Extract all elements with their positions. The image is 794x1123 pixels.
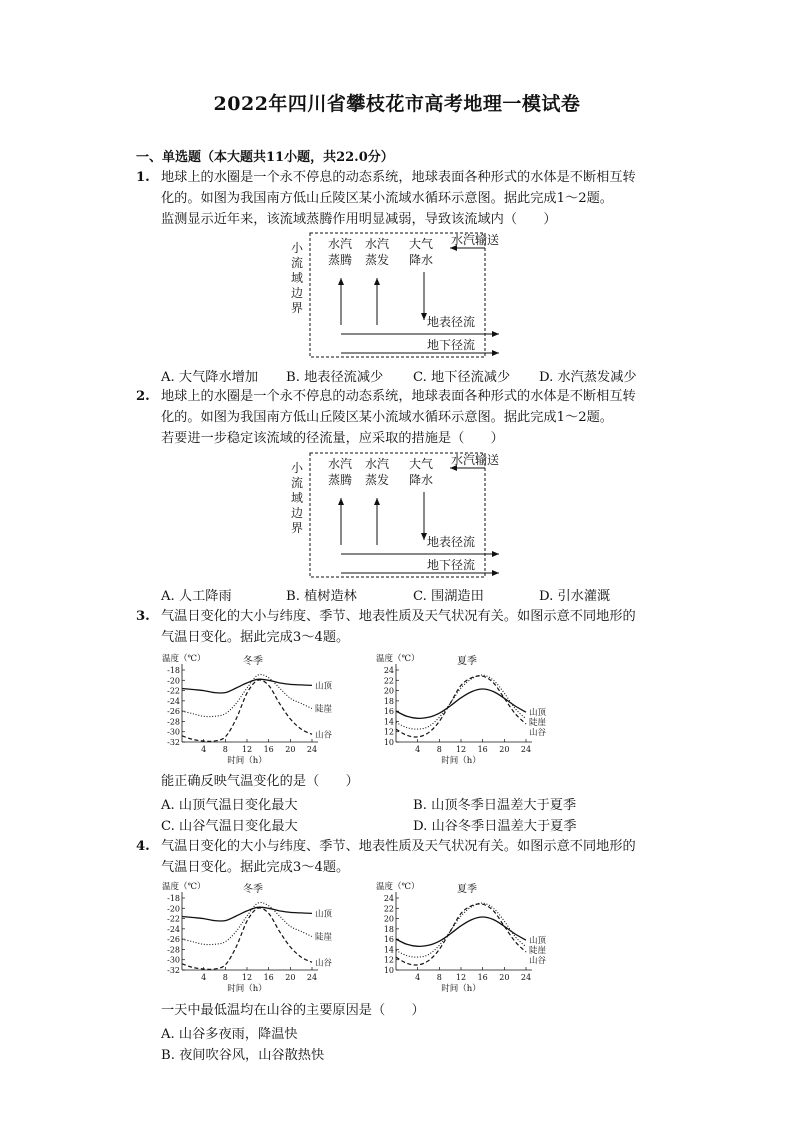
y-tick-label: -22 xyxy=(167,686,180,696)
boundary-char: 小 xyxy=(291,241,304,255)
x-tick-label: 20 xyxy=(285,973,296,982)
x-tick-label: 8 xyxy=(436,745,442,754)
question-text-line: 气温日变化。据此完成3～4题。 xyxy=(161,630,350,645)
boundary-char: 界 xyxy=(291,521,304,535)
chart-title: 夏季 xyxy=(457,656,477,667)
series-line xyxy=(396,675,526,729)
label-vapor-2: 水汽 xyxy=(365,237,390,251)
y-tick-label: 10 xyxy=(383,966,394,975)
question-text-line: 气温日变化的大小与纬度、季节、地表性质及天气状况有关。如图示意不同地形的 xyxy=(161,839,636,854)
x-tick-label: 8 xyxy=(222,973,228,982)
label-atmosphere: 大气 xyxy=(409,237,434,251)
y-tick-label: 12 xyxy=(383,727,394,737)
y-tick-label: -30 xyxy=(167,955,180,965)
x-axis-label: 时间（h） xyxy=(441,756,481,766)
option-d[interactable]: D. 水汽蒸发减少 xyxy=(539,370,637,385)
y-tick-label: -18 xyxy=(167,894,180,903)
series-line xyxy=(182,679,312,693)
y-tick-label: 16 xyxy=(383,935,394,945)
y-tick-label: -20 xyxy=(167,676,180,686)
question-text-line: 化的。如图为我国南方低山丘陵区某小流域水循环示意图。据此完成1～2题。 xyxy=(161,410,613,425)
label-ground-runoff: 地下径流 xyxy=(427,558,476,572)
option-c[interactable]: C. 山谷气温日变化最大 xyxy=(161,819,298,834)
series-label: 山谷 xyxy=(315,730,333,741)
y-tick-label: 18 xyxy=(383,924,394,934)
y-tick-label: -28 xyxy=(167,717,180,727)
label-vapor-transport: 水汽输送 xyxy=(451,453,500,467)
question-text-line: 气温日变化的大小与纬度、季节、地表性质及天气状况有关。如图示意不同地形的 xyxy=(161,609,636,624)
x-tick-label: 16 xyxy=(477,973,488,982)
boundary-char: 边 xyxy=(291,286,304,300)
x-tick-label: 20 xyxy=(285,745,296,754)
y-tick-label: -32 xyxy=(167,966,180,975)
question-number: 1. xyxy=(136,170,150,185)
label-evaporation: 蒸发 xyxy=(365,473,390,487)
series-label: 陡崖 xyxy=(529,718,547,729)
series-line xyxy=(396,689,526,718)
label-precipitation: 降水 xyxy=(409,473,434,487)
x-tick-label: 8 xyxy=(436,973,442,982)
option-b[interactable]: B. 山顶冬季日温差大于夏季 xyxy=(413,798,577,813)
water-cycle-diagram xyxy=(285,450,505,580)
chart-title: 冬季 xyxy=(243,656,263,667)
summer-temperature-chart xyxy=(374,880,562,995)
x-tick-label: 12 xyxy=(455,745,467,754)
x-tick-label: 4 xyxy=(201,973,207,982)
winter-temperature-chart xyxy=(160,880,348,995)
y-tick-label: 12 xyxy=(383,955,394,965)
x-tick-label: 4 xyxy=(415,973,421,982)
y-axis-label: 温度（℃） xyxy=(376,882,420,892)
question-text-line: 地球上的水圈是一个永不停息的动态系统，地球表面各种形式的水体是不断相互转 xyxy=(161,170,636,185)
x-tick-label: 16 xyxy=(263,745,274,754)
x-tick-label: 24 xyxy=(306,973,318,982)
series-label: 山谷 xyxy=(529,956,547,967)
label-evaporation: 蒸发 xyxy=(365,253,390,267)
question-stem: 若要进一步稳定该流域的径流量，应采取的措施是（ ） xyxy=(161,431,504,446)
series-line xyxy=(182,674,312,716)
series-label: 山顶 xyxy=(529,936,547,947)
x-tick-label: 20 xyxy=(499,745,510,754)
y-tick-label: -18 xyxy=(167,666,180,675)
question-number: 3. xyxy=(136,609,150,624)
option-b[interactable]: B. 地表径流减少 xyxy=(286,370,384,385)
y-tick-label: 14 xyxy=(383,945,394,955)
boundary-char: 流 xyxy=(291,256,304,270)
series-label: 山顶 xyxy=(315,909,333,920)
x-tick-label: 8 xyxy=(222,745,228,754)
option-a[interactable]: A. 山顶气温日变化最大 xyxy=(161,798,298,813)
label-ground-runoff: 地下径流 xyxy=(427,338,476,352)
y-tick-label: 16 xyxy=(383,707,394,717)
boundary-char: 小 xyxy=(291,461,304,475)
option-a[interactable]: A. 山谷多夜雨，降温快 xyxy=(161,1027,298,1042)
question-stem: 监测显示近年来，该流域蒸腾作用明显减弱，导致该流域内（ ） xyxy=(161,212,557,227)
option-c[interactable]: C. 地下径流减少 xyxy=(413,370,511,385)
summer-temperature-chart xyxy=(374,652,562,767)
label-transpiration: 蒸腾 xyxy=(328,253,353,267)
y-tick-label: 22 xyxy=(383,676,394,686)
series-line xyxy=(396,903,526,957)
x-tick-label: 16 xyxy=(263,973,274,982)
y-tick-label: 20 xyxy=(383,914,394,924)
winter-temperature-chart xyxy=(160,652,348,767)
chart-title: 夏季 xyxy=(457,884,477,895)
label-atmosphere: 大气 xyxy=(409,457,434,471)
option-d[interactable]: D. 引水灌溉 xyxy=(539,589,611,604)
series-line xyxy=(396,917,526,946)
question-text-line: 地球上的水圈是一个永不停息的动态系统，地球表面各种形式的水体是不断相互转 xyxy=(161,389,636,404)
x-tick-label: 20 xyxy=(499,973,510,982)
option-d[interactable]: D. 山谷冬季日温差大于夏季 xyxy=(413,819,577,834)
y-tick-label: -26 xyxy=(167,935,180,945)
x-tick-label: 4 xyxy=(201,745,207,754)
y-tick-label: 22 xyxy=(383,904,394,914)
y-tick-label: 24 xyxy=(383,666,394,675)
boundary-char: 边 xyxy=(291,506,304,520)
label-vapor-transport: 水汽输送 xyxy=(451,233,500,247)
option-b[interactable]: B. 植树造林 xyxy=(286,589,357,604)
y-axis-label: 温度（℃） xyxy=(162,882,206,892)
chart-title: 冬季 xyxy=(243,884,263,895)
boundary-char: 域 xyxy=(291,271,304,285)
series-line xyxy=(396,904,526,965)
x-tick-label: 4 xyxy=(415,745,421,754)
boundary-char: 界 xyxy=(291,301,304,315)
water-cycle-diagram xyxy=(285,230,505,360)
x-tick-label: 12 xyxy=(241,973,253,982)
series-label: 山谷 xyxy=(315,958,333,969)
x-tick-label: 16 xyxy=(477,745,488,754)
y-tick-label: 24 xyxy=(383,894,394,903)
series-line xyxy=(182,680,312,741)
label-vapor-1: 水汽 xyxy=(328,237,353,251)
option-c[interactable]: C. 围湖造田 xyxy=(413,589,484,604)
x-tick-label: 24 xyxy=(520,745,532,754)
exam-title: 2022年四川省攀枝花市高考地理一模试卷 xyxy=(213,93,581,115)
series-label: 山谷 xyxy=(529,728,547,739)
label-transpiration: 蒸腾 xyxy=(328,473,353,487)
y-axis-label: 温度（℃） xyxy=(162,654,206,664)
option-a[interactable]: A. 人工降雨 xyxy=(161,589,232,604)
question-number: 4. xyxy=(136,839,150,854)
y-tick-label: 14 xyxy=(383,717,394,727)
boundary-char: 流 xyxy=(291,476,304,490)
y-tick-label: 18 xyxy=(383,696,394,706)
series-line xyxy=(182,902,312,944)
section-heading: 一、单选题（本大题共11小题，共22.0分） xyxy=(136,150,394,165)
question-stem: 一天中最低温均在山谷的主要原因是（ ） xyxy=(161,1003,425,1018)
series-line xyxy=(182,908,312,969)
x-tick-label: 24 xyxy=(520,973,532,982)
y-tick-label: -20 xyxy=(167,904,180,914)
y-axis-label: 温度（℃） xyxy=(376,654,420,664)
y-tick-label: -26 xyxy=(167,707,180,717)
label-precipitation: 降水 xyxy=(409,253,434,267)
series-label: 陡崖 xyxy=(529,946,547,957)
x-tick-label: 24 xyxy=(306,745,318,754)
label-vapor-1: 水汽 xyxy=(328,457,353,471)
question-text-line: 化的。如图为我国南方低山丘陵区某小流域水循环示意图。据此完成1～2题。 xyxy=(161,191,613,206)
option-b[interactable]: B. 夜间吹谷风，山谷散热快 xyxy=(161,1048,325,1063)
y-tick-label: -24 xyxy=(167,924,180,934)
boundary-char: 域 xyxy=(291,491,304,505)
y-tick-label: 20 xyxy=(383,686,394,696)
y-tick-label: -24 xyxy=(167,696,180,706)
option-a[interactable]: A. 大气降水增加 xyxy=(161,370,259,385)
label-vapor-2: 水汽 xyxy=(365,457,390,471)
x-tick-label: 12 xyxy=(241,745,253,754)
question-stem: 能正确反映气温变化的是（ ） xyxy=(161,774,359,789)
y-tick-label: -32 xyxy=(167,738,180,747)
series-label: 陡崖 xyxy=(315,704,333,715)
question-number: 2. xyxy=(136,389,150,404)
label-surface-runoff: 地表径流 xyxy=(427,535,476,549)
x-axis-label: 时间（h） xyxy=(227,756,267,766)
x-axis-label: 时间（h） xyxy=(441,984,481,994)
series-line xyxy=(396,676,526,737)
y-tick-label: 10 xyxy=(383,738,394,747)
label-surface-runoff: 地表径流 xyxy=(427,315,476,329)
x-axis-label: 时间（h） xyxy=(227,984,267,994)
y-tick-label: -30 xyxy=(167,727,180,737)
x-tick-label: 12 xyxy=(455,973,467,982)
series-line xyxy=(182,907,312,921)
series-label: 山顶 xyxy=(315,681,333,692)
y-tick-label: -22 xyxy=(167,914,180,924)
y-tick-label: -28 xyxy=(167,945,180,955)
series-label: 陡崖 xyxy=(315,932,333,943)
series-label: 山顶 xyxy=(529,708,547,719)
question-text-line: 气温日变化。据此完成3～4题。 xyxy=(161,860,350,875)
